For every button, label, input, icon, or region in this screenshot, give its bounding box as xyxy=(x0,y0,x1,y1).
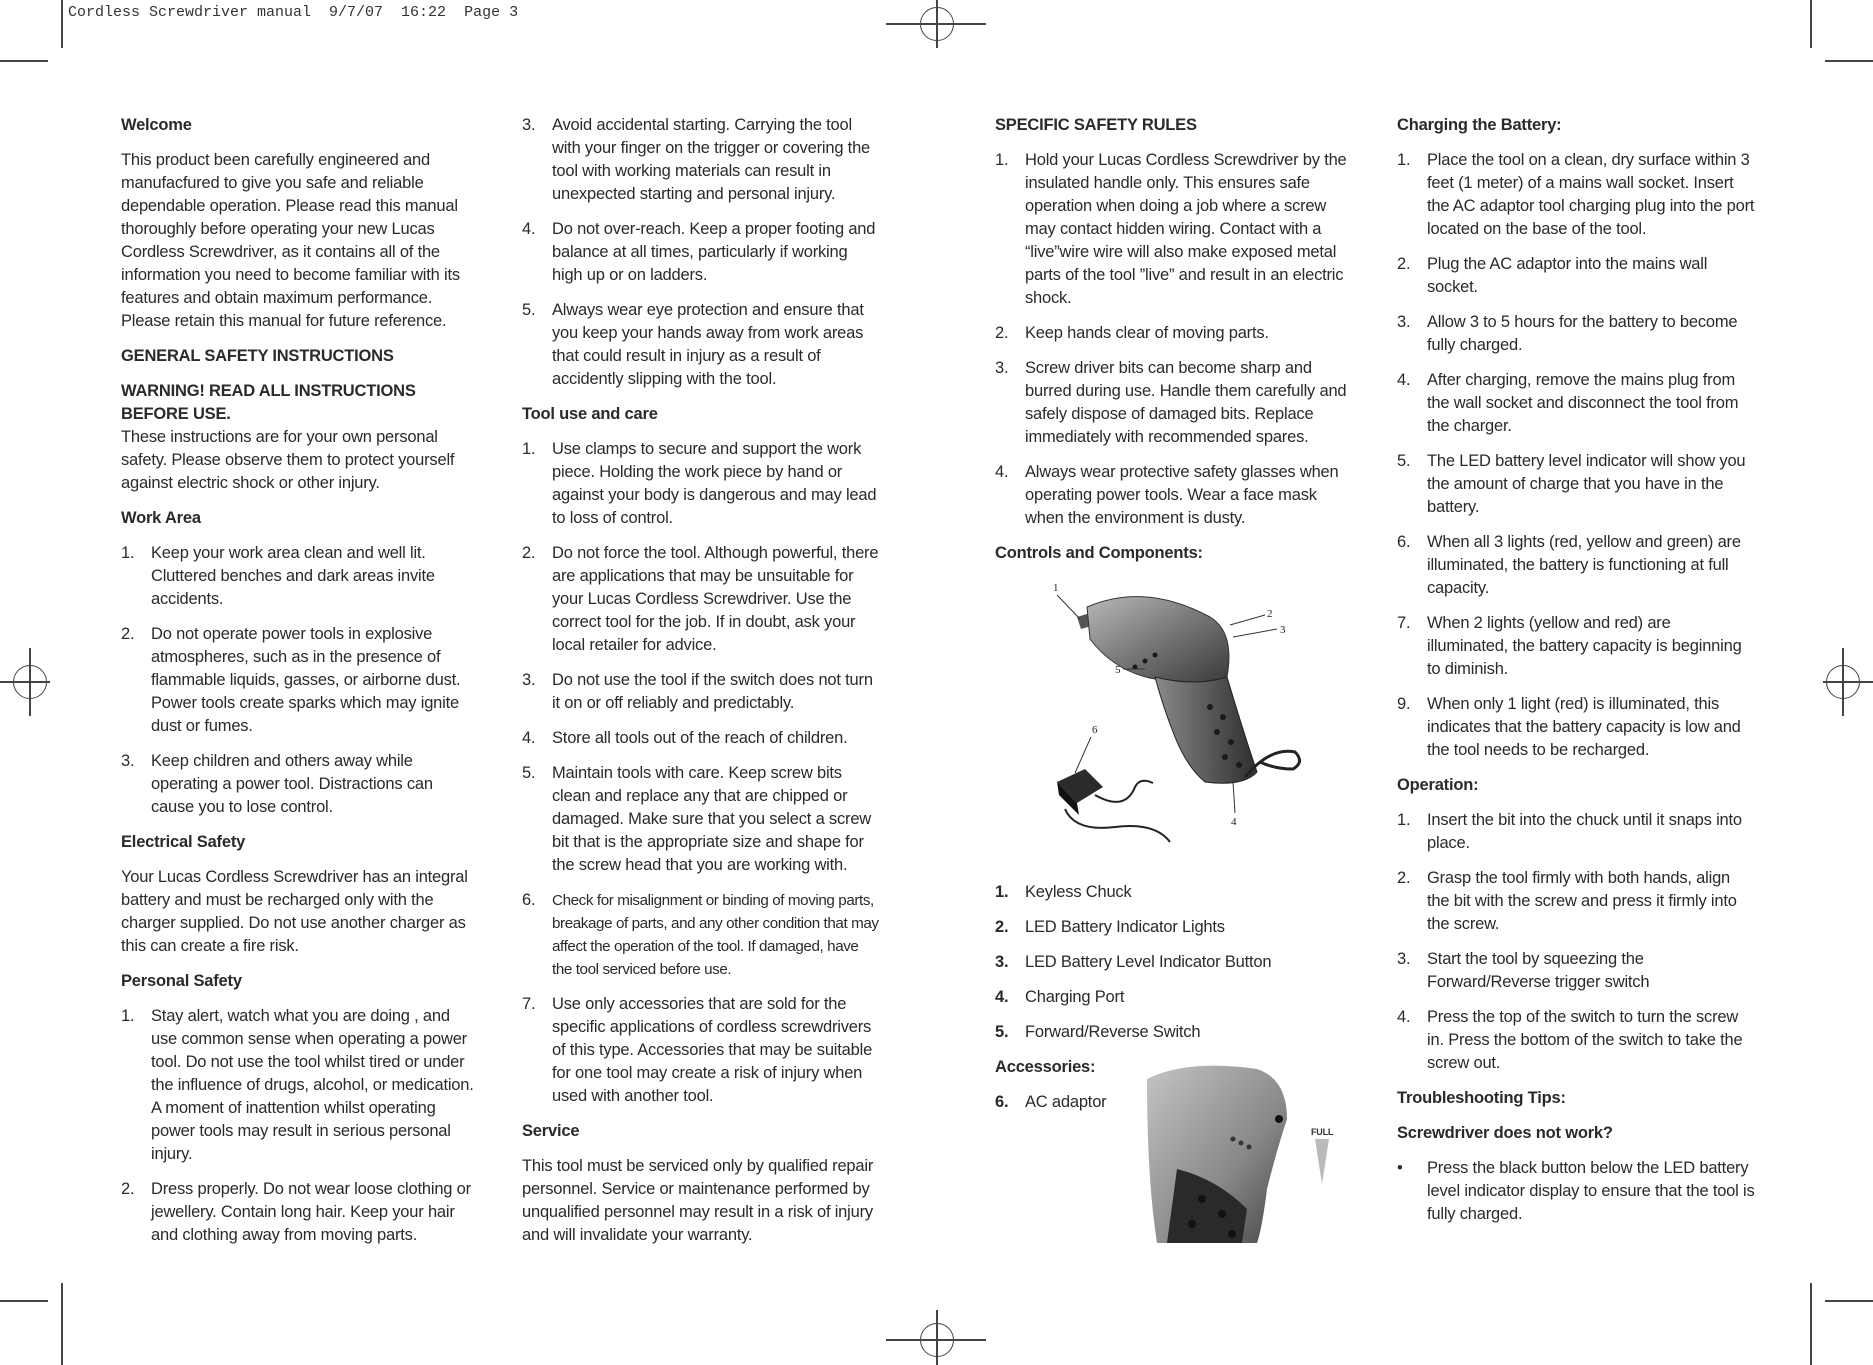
list-item: 3. Avoid accidental starting. Carrying the tool with your finger on the trigger or covering the tool with working materials can result in unexpected starting and personal injury. xyxy=(522,116,871,203)
specific-safety-list xyxy=(995,149,1353,530)
work-area-heading: Work Area xyxy=(121,509,201,527)
charging-list xyxy=(1397,149,1755,762)
troubleshooting-list xyxy=(1397,1157,1755,1226)
list-item: 6. When all 3 lights (red, yellow and green) are illuminated, the battery is functioning at full capacity. xyxy=(1397,533,1741,597)
work-area-list xyxy=(121,542,479,819)
crop-mark xyxy=(1825,1300,1873,1302)
tool-use-list xyxy=(522,438,880,1108)
callout-1: 1 xyxy=(1053,582,1059,594)
list-item: 7. When 2 lights (yellow and red) are illuminated, the battery capacity is beginning to diminish. xyxy=(1397,614,1742,678)
crop-mark xyxy=(0,60,48,62)
column-3 xyxy=(995,114,1353,1137)
crop-mark xyxy=(61,1283,63,1365)
list-item: 1. Hold your Lucas Cordless Screwdriver by the insulated handle only. This ensures safe operation when doing a job where a screw may contact hidden wiring. Contact with a “live”wire wire will also make exposed metal parts of the tool ”live” and result in an electric shock. xyxy=(995,151,1347,307)
callout-4: 4 xyxy=(1231,816,1237,828)
welcome-heading: Welcome xyxy=(121,116,192,134)
list-item: 5. Maintain tools with care. Keep screw bits clean and replace any that are chipped or damaged. Make sure that you select a screw bit that is the appropriate size and shape for the screw head that you are working with. xyxy=(522,764,872,874)
list-item: 2. Do not force the tool. Although powerful, there are applications that may be unsuitable for your Lucas Cordless Screwdriver. Use the correct tool for the job. If in doubt, ask your local retailer for advice. xyxy=(522,544,879,654)
column-1 xyxy=(121,114,479,1259)
list-item: 1. Keyless Chuck xyxy=(995,883,1132,901)
screwdriver-illustration xyxy=(995,577,1353,867)
list-item: 4. Always wear protective safety glasses when operating power tools. Wear a face mask when the environment is dusty. xyxy=(995,463,1339,527)
list-item: 7. Use only accessories that are sold for the specific applications of cordless screwdrivers of this type. Accessories that may be suitable for one tool may create a risk of injury when used with another tool. xyxy=(522,995,873,1105)
list-item: 4. Store all tools out of the reach of children. xyxy=(522,729,848,747)
operation-list xyxy=(1397,809,1755,1075)
controls-heading: Controls and Components: xyxy=(995,544,1203,562)
list-item: 2. Dress properly. Do not wear loose clothing or jewellery. Contain long hair. Keep your hair and clothing away from moving parts. xyxy=(121,1180,471,1244)
list-item: 3. Allow 3 to 5 hours for the battery to become fully charged. xyxy=(1397,313,1738,354)
list-item: 4. Charging Port xyxy=(995,988,1125,1006)
crop-mark xyxy=(0,1300,48,1302)
list-item: 6. AC adaptor xyxy=(995,1093,1107,1111)
list-item: 5. Forward/Reverse Switch xyxy=(995,1023,1201,1041)
list-item: 2. Plug the AC adaptor into the mains wall socket. xyxy=(1397,255,1708,296)
list-item: 1. Keep your work area clean and well lit. Cluttered benches and dark areas invite accidents. xyxy=(121,544,435,608)
warning-paragraph: These instructions are for your own personal safety. Please observe them to protect yourself against electric shock or other injury. xyxy=(121,428,455,492)
personal-safety-heading: Personal Safety xyxy=(121,972,242,990)
specific-safety-heading: SPECIFIC SAFETY RULES xyxy=(995,116,1197,134)
list-item: 3. Keep children and others away while operating a power tool. Distractions can cause you to lose control. xyxy=(121,752,433,816)
callout-6: 6 xyxy=(1092,724,1098,736)
list-item: 9. When only 1 light (red) is illuminated, this indicates that the battery capacity is low and the tool needs to be recharged. xyxy=(1397,695,1741,759)
screwdriver-not-work-heading: Screwdriver does not work? xyxy=(1397,1124,1613,1142)
crop-mark xyxy=(1810,0,1812,48)
list-item: 1. Stay alert, watch what you are doing , and use common sense when operating a power tool. Do not use the tool whilst tired or under the influence of drugs, alcohol, or medication. A moment of inattention whilst operating power tools may result in serious personal injury. xyxy=(121,1007,474,1163)
list-item: • Press the black button below the LED battery level indicator display to ensure that the tool is fully charged. xyxy=(1397,1159,1755,1223)
list-item: 3. LED Battery Level Indicator Button xyxy=(995,953,1272,971)
crop-mark xyxy=(1810,1283,1812,1365)
operation-heading: Operation: xyxy=(1397,776,1479,794)
list-item: 3. Do not use the tool if the switch does not turn it on or off reliably and predictably. xyxy=(522,671,873,712)
electrical-safety-paragraph: Your Lucas Cordless Screwdriver has an integral battery and must be recharged only with the charger supplied. Do not use another charger as this can create a fire risk. xyxy=(121,868,468,955)
list-item: 2. Keep hands clear of moving parts. xyxy=(995,324,1269,342)
service-heading: Service xyxy=(522,1122,580,1140)
list-item: 2. LED Battery Indicator Lights xyxy=(995,918,1225,936)
warning-heading: WARNING! READ ALL INSTRUCTIONS BEFORE USE. xyxy=(121,382,416,423)
crop-mark xyxy=(61,0,63,48)
list-item: 2. Grasp the tool firmly with both hands, align the bit with the screw and press it firmly into the screw. xyxy=(1397,869,1737,933)
personal-safety-list xyxy=(121,1005,479,1247)
list-item: 1. Use clamps to secure and support the work piece. Holding the work piece by hand or against your body is dangerous and may lead to loss of control. xyxy=(522,440,877,527)
charging-heading: Charging the Battery: xyxy=(1397,116,1562,134)
list-item: 3. Start the tool by squeezing the Forward/Reverse trigger switch xyxy=(1397,950,1650,991)
list-item: 1. Insert the bit into the chuck until it snaps into place. xyxy=(1397,811,1742,852)
service-paragraph: This tool must be serviced only by qualified repair personnel. Service or maintenance performed by unqualified personnel may result in a risk of injury and will invalidate your warranty. xyxy=(522,1157,874,1244)
accessory-row xyxy=(995,1091,1353,1137)
callout-2: 2 xyxy=(1267,608,1273,620)
list-item: 5. Always wear eye protection and ensure that you keep your hands away from work areas that could result in injury as a result of accidently slipping with the tool. xyxy=(522,301,864,388)
list-item: 4. Do not over-reach. Keep a proper footing and balance at all times, particularly if working high up or on ladders. xyxy=(522,220,876,284)
components-list xyxy=(995,881,1353,1044)
welcome-paragraph: This product been carefully engineered and manufacfured to give you safe and reliable dependable operation. Please read this manual thoroughly before operating your new Lucas Cordless Screwdriver, as it contains all of the information you need to become familiar with its features and obtain maximum performance. Please retain this manual for future reference. xyxy=(121,151,460,330)
battery-indicator-photo xyxy=(1147,1059,1345,1243)
list-item: 2. Do not operate power tools in explosive atmospheres, such as in the presence of flammable liquids, gasses, or airborne dust. Power tools create sparks which may ignite dust or fumes. xyxy=(121,625,461,735)
print-slug: Cordless Screwdriver manual 9/7/07 16:22 Page 3 xyxy=(68,4,519,21)
general-safety-heading: GENERAL SAFETY INSTRUCTIONS xyxy=(121,347,394,365)
personal-safety-list-continued xyxy=(522,114,880,391)
callout-5: 5 xyxy=(1115,664,1121,676)
screwdriver-diagram xyxy=(995,577,1353,867)
list-item: 1. Place the tool on a clean, dry surface within 3 feet (1 meter) of a mains wall socket. Insert the AC adaptor tool charging plug into the port located on the base of the tool. xyxy=(1397,151,1755,238)
list-item: 3. Screw driver bits can become sharp and burred during use. Handle them carefully and safely dispose of damaged bits. Replace immediately with recommended spares. xyxy=(995,359,1347,446)
column-4 xyxy=(1397,114,1755,1238)
accessories-heading: Accessories: xyxy=(995,1058,1096,1076)
list-item: 4. Press the top of the switch to turn the screw in. Press the bottom of the switch to take the screw out. xyxy=(1397,1008,1743,1072)
crop-mark xyxy=(1825,60,1873,62)
list-item: 6. Check for misalignment or binding of moving parts, breakage of parts, and any other condition that may affect the operation of the tool. If damaged, have the tool serviced before use. xyxy=(522,891,879,978)
column-2 xyxy=(522,114,880,1259)
callout-3: 3 xyxy=(1280,624,1286,636)
list-item: 5. The LED battery level indicator will show you the amount of charge that you have in the battery. xyxy=(1397,452,1746,516)
tool-use-heading: Tool use and care xyxy=(522,405,658,423)
list-item: 4. After charging, remove the mains plug from the wall socket and disconnect the tool from the charger. xyxy=(1397,371,1739,435)
troubleshooting-heading: Troubleshooting Tips: xyxy=(1397,1089,1566,1107)
electrical-safety-heading: Electrical Safety xyxy=(121,833,246,851)
full-label: FULL xyxy=(1311,1127,1334,1137)
